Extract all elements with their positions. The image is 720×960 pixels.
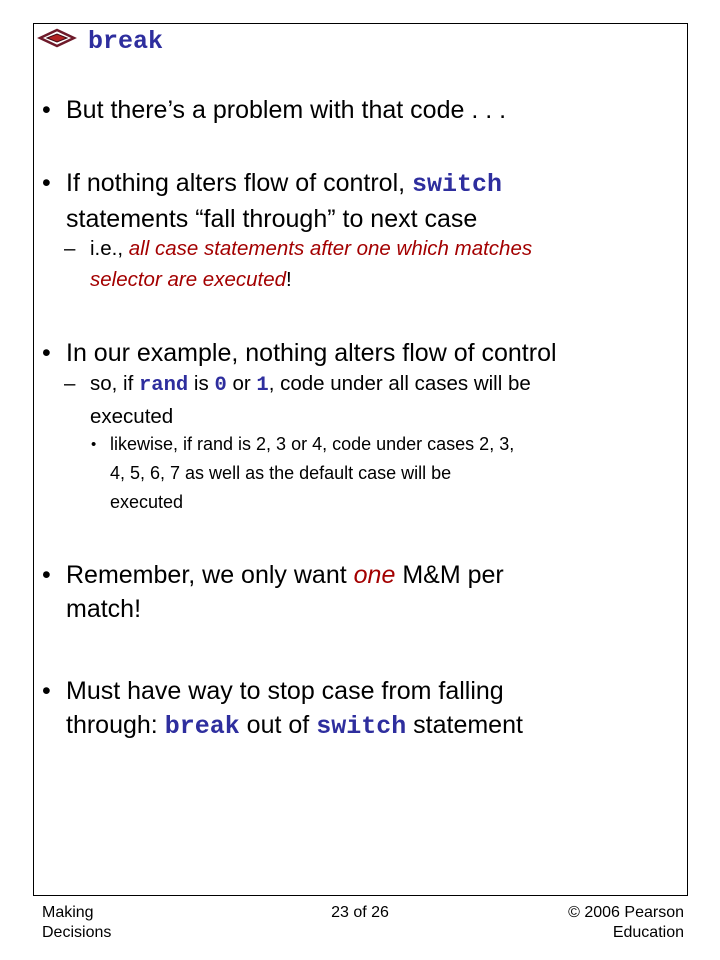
bullet-break-out: • Must have way to stop case from falling through: break out of switch statement [42,674,682,744]
bullet-dot: • [42,677,51,705]
bullet-dot: • [42,169,51,197]
footer-copyright: © 2006 Pearson Education [568,904,684,941]
subsubbullet-likewise: • likewise, if rand is 2, 3 or 4, code under cases 2, 3, 4, 5, 6, 7 as well as the default case will be executed [91,430,681,518]
bullet-our-example: • In our example, nothing alters flow of control [42,336,682,370]
bullet-remember: • Remember, we only want one M&M per match! [42,558,682,628]
bullet-dot: • [42,339,51,367]
bullet-dash: – [64,372,76,395]
code-rand: rand [139,374,189,397]
code-break: break [164,712,240,741]
slide-title: break [88,27,164,56]
footer-course-title: Making Decisions [42,904,112,941]
code-zero: 0 [214,374,227,397]
subbullet-rand-cases: – so, if rand is 0 or 1, code under all cases will be executed [64,368,684,430]
code-one: 1 [256,374,269,397]
bullet-dot: • [91,436,97,453]
code-switch: switch [316,712,407,741]
bullet-dash: – [64,237,76,260]
diamond-logo-icon [37,27,77,49]
bullet-fall-through: • If nothing alters flow of control, switch statements “fall through” to next case [42,166,682,236]
bullet-dot: • [42,561,51,589]
code-switch: switch [412,170,503,199]
bullet-problem: • But there’s a problem with that code . . . [42,93,682,127]
subbullet-all-cases: – i.e., all case statements after one which matches selector are executed! [64,233,684,297]
bullet-dot: • [42,96,51,124]
footer-page-number: 23 of 26 [331,904,389,921]
